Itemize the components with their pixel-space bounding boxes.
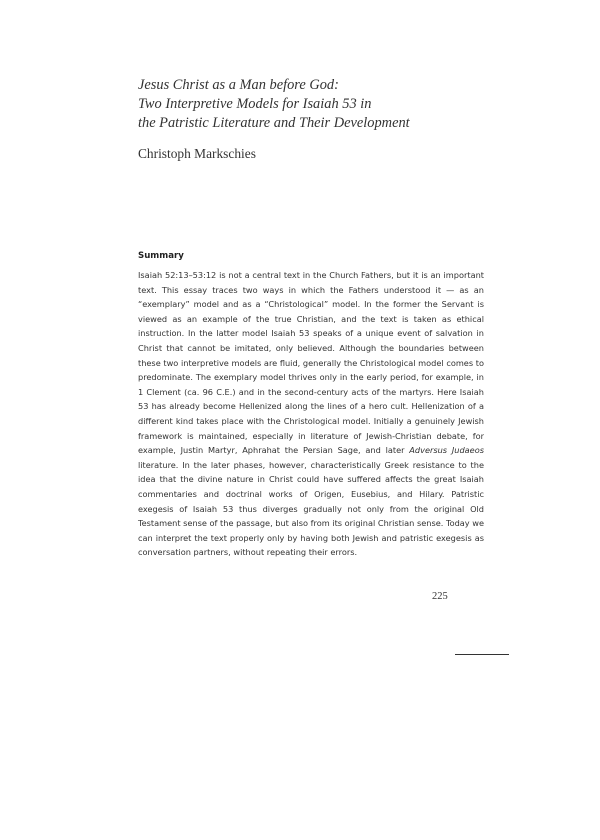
page-number: 225 [432,591,448,602]
summary-text-part-2: literature. In the later phases, however, characteristically Greek resistance to the idea that the divine nature in Christ could have suffered affects the great Isaiah commentaries and doctrinal works of Origen, Eusebius, and Hilary. Patristic exegesis of Isaiah 53 thus diverges gradually not only from the original Old Testament sense of the passage, but also from its original Christian sense. Today we can interpret the text properly only by having both Jewish and patristic exegesis as conversation partners, without repeating their errors. [138,459,484,558]
title-line-1: Jesus Christ as a Man before God: [138,77,339,93]
summary-paragraph [138,268,484,560]
summary-text-italic: Adversus Judaeos [409,445,484,456]
title-line-2: Two Interpretive Models for Isaiah 53 in [138,96,372,112]
author-name: Christoph Markschies [138,146,256,161]
summary-text-part-1: Isaiah 52:13–53:12 is not a central text in the Church Fathers, but it is an important text. This essay traces two ways in which the Fathers understood it — as an “exemplary” model and as a “Christological” model. In the former the Servant is viewed as an example of the true Christian, and the text is taken as ethical instruction. In the latter model Isaiah 53 speaks of a unique event of salvation in Christ that cannot be imitated, only believed. Although the boundaries between these two interpretive models are fluid, generally the Christological model comes to predominate. The exemplary model thrives only in the early period, for example, in 1 Clement (ca. 96 C.E.) and in the second-century acts of the martyrs. Here Isaiah 53 has already become Hellenized along the lines of a hero cult. Hellenization of a different kind takes place with the Christological model. Initially a genuinely Jewish framework is maintained, especially in literature of Jewish-Christian debate, for example, Justin Martyr, Aphrahat the Persian Sage, and later [138,270,484,456]
title-line-3: the Patristic Literature and Their Development [138,115,410,131]
footer-rule [455,654,509,655]
article-title [138,76,468,133]
summary-heading: Summary [138,251,184,261]
